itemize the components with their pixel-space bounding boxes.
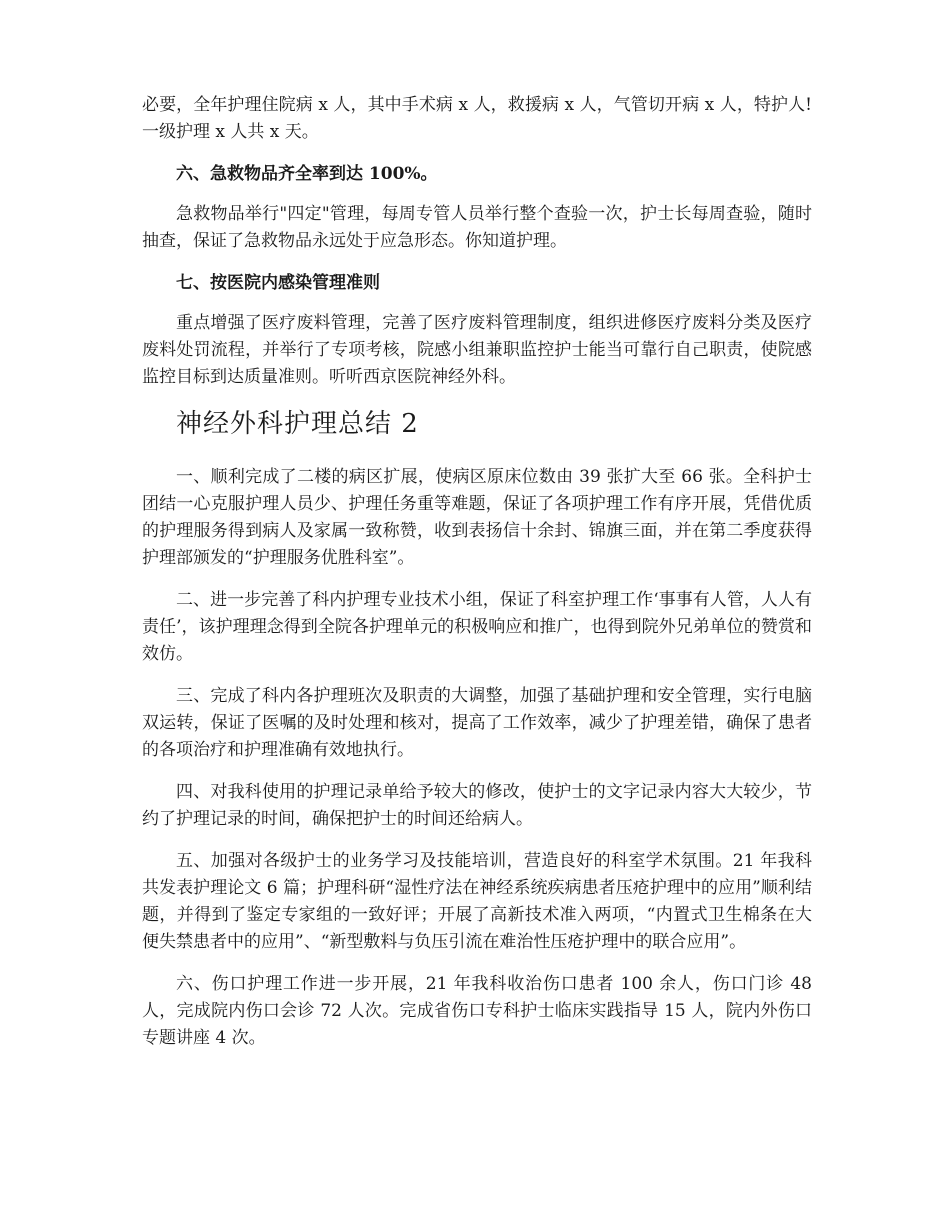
paragraph-3: 三、完成了科内各护理班次及职责的大调整，加强了基础护理和安全管理，实行电脑双运转，保证了医嘱的及时处理和核对，提高了工作效率，减少了护理差错，确保了患者的各项治疗和护理准确有效地执行。 <box>142 686 812 760</box>
section-heading-7: 七、按医院内感染管理准则 <box>176 273 380 293</box>
paragraph-5: 五、加强对各级护士的业务学习及技能培训，营造良好的科室学术氛围。21 年我科共发表护理论文 6 篇；护理科研“湿性疗法在神经系统疾病患者压疮护理中的应用”顺利结题，并得到了鉴定专家组的一致好评；开展了高新技术准入两项，“内置式卫生棉条在大便失禁患者中的应用”、“新型敷料与负压引流在难治性压疮护理中的联合应用”。 <box>142 851 812 952</box>
paragraph-6: 六、伤口护理工作进一步开展，21 年我科收治伤口患者 100 余人，伤口门诊 48 人，完成院内伤口会诊 72 人次。完成省伤口专科护士临床实践指导 15 人，院内外伤口专题讲座 4 次。 <box>142 974 812 1048</box>
paragraph-1: 一、顺利完成了二楼的病区扩展，使病区原床位数由 39 张扩大至 66 张。全科护士团结一心克服护理人员少、护理任务重等难题，保证了各项护理工作有序开展，凭借优质的护理服务得到病人及家属一致称赞，收到表扬信十余封、锦旗三面，并在第二季度获得护理部颁发的“护理服务优胜科室”。 <box>142 467 812 568</box>
paragraph-2: 二、进一步完善了科内护理专业技术小组，保证了科室护理工作‘事事有人管，人人有责任’，该护理理念得到全院各护理单元的积极响应和推广，也得到院外兄弟单位的赞赏和效仿。 <box>142 590 812 664</box>
paragraph-4: 四、对我科使用的护理记录单给予较大的修改，使护士的文字记录内容大大较少，节约了护理记录的时间，确保把护士的时间还给病人。 <box>142 782 812 829</box>
document-body <box>142 92 812 1067</box>
section-heading-6: 六、急救物品齐全率到达 100%。 <box>176 164 438 184</box>
document-title-2: 神经外科护理总结 2 <box>176 409 419 439</box>
section-7-paragraph: 重点增强了医疗废料管理，完善了医疗废料管理制度，组织进修医疗废料分类及医疗废料处罚流程，并举行了专项考核，院感小组兼职监控护士能当可靠行自己职责，使院感监控目标到达质量准则。听听西京医院神经外科。 <box>142 313 812 387</box>
section-6-paragraph: 急救物品举行"四定"管理，每周专管人员举行整个查验一次，护士长每周查验，随时抽查，保证了急救物品永远处于应急形态。你知道护理。 <box>142 204 812 251</box>
intro-paragraph: 必要，全年护理住院病 x 人，其中手术病 x 人，救援病 x 人，气管切开病 x 人，特护人!一级护理 x 人共 x 天。 <box>142 95 812 142</box>
